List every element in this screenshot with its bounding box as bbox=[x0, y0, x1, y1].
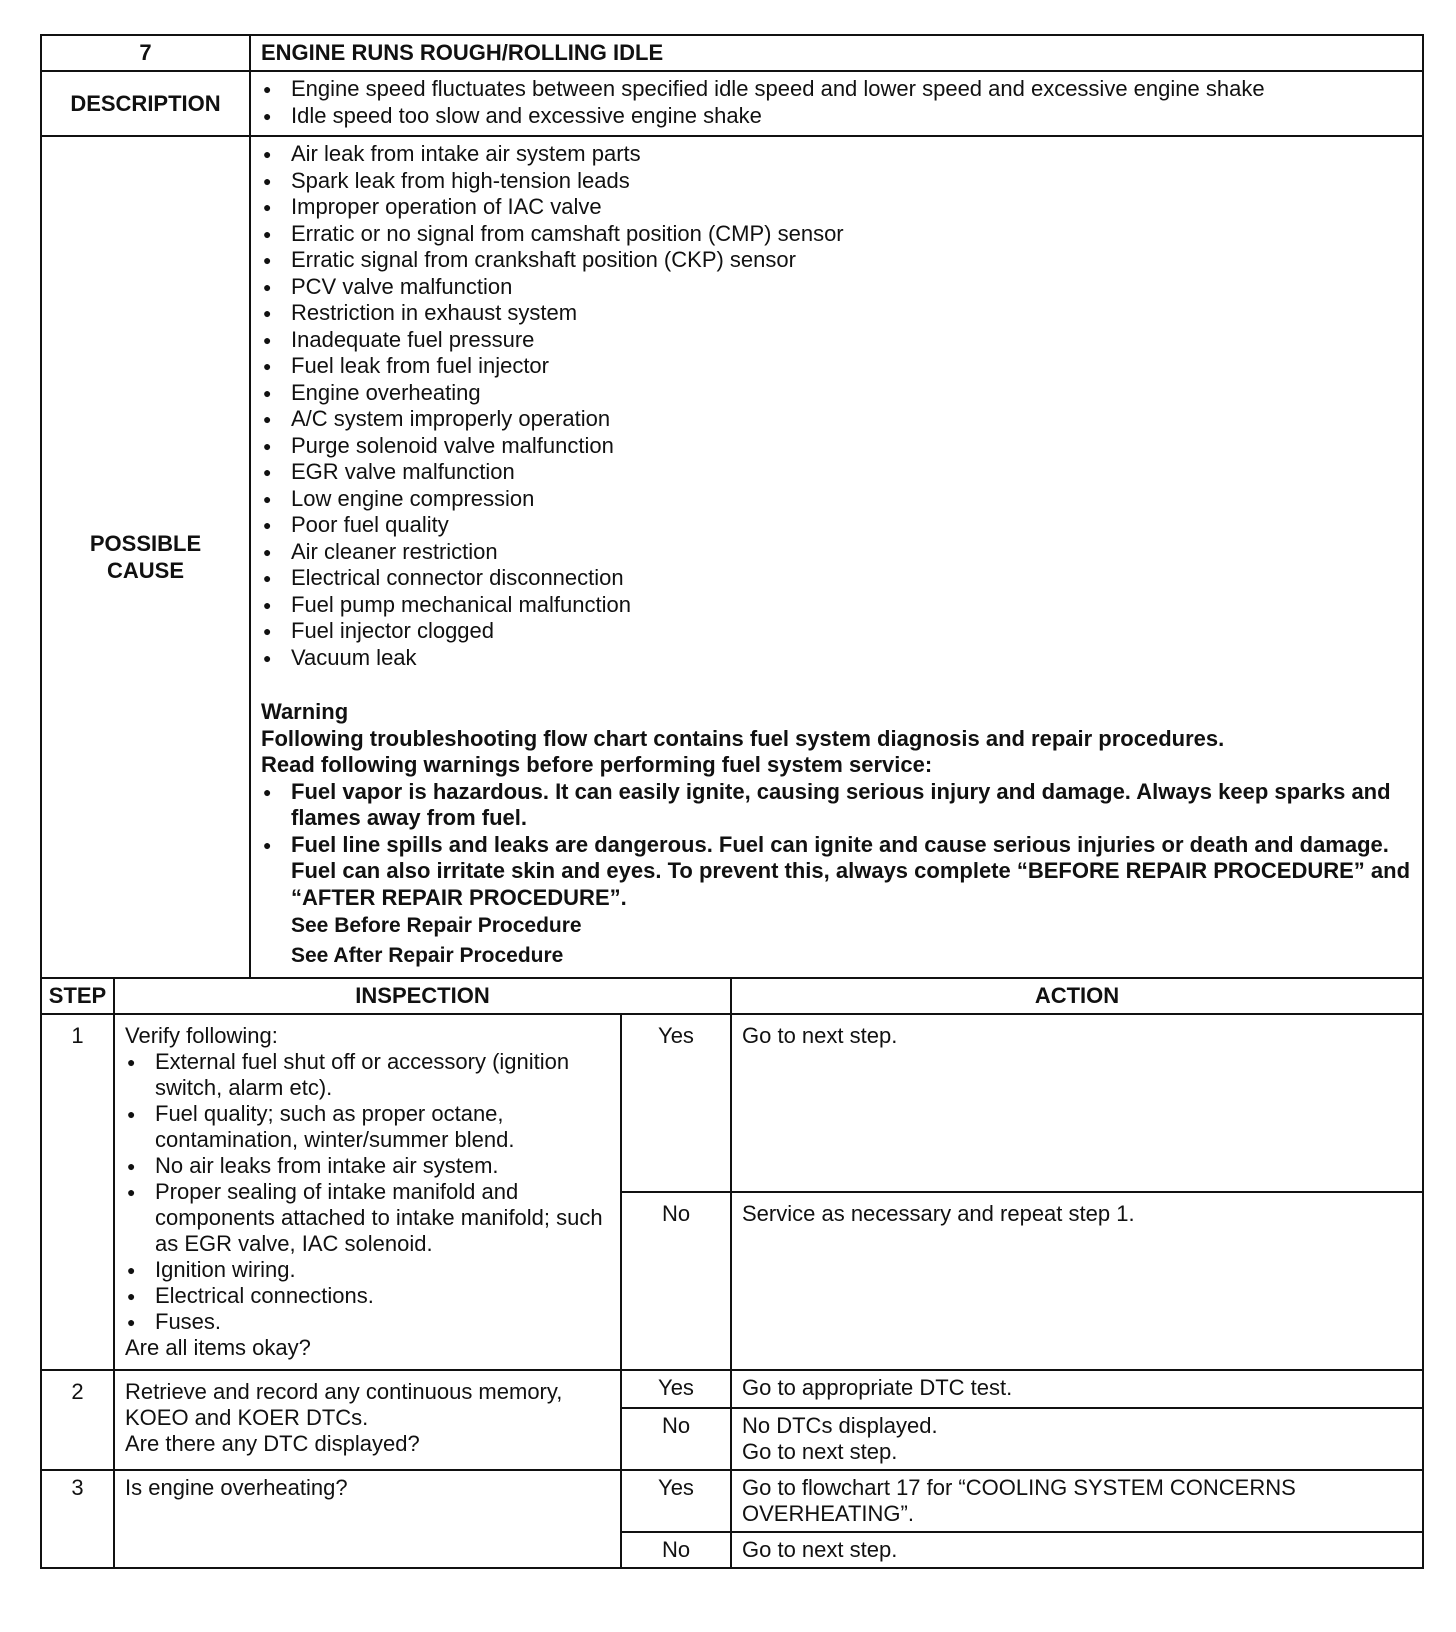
list-item: ● External fuel shut off or accessory (ignition switch, alarm etc). bbox=[125, 1049, 610, 1101]
step-1-checklist bbox=[125, 1049, 610, 1335]
step-2-no-action-line-1: No DTCs displayed. bbox=[742, 1413, 938, 1438]
step-2-yes-label: Yes bbox=[621, 1370, 731, 1408]
warning-item: ● Fuel vapor is hazardous. It can easily ignite, causing serious injury and damage. Always keep sparks and flames away from fuel. bbox=[261, 779, 1412, 832]
list-item: ● Air cleaner restriction bbox=[261, 539, 1412, 566]
step-1-yes-row bbox=[41, 1014, 1423, 1192]
possible-cause-label-line2: CAUSE bbox=[106, 558, 184, 583]
step-2-number: 2 bbox=[41, 1370, 114, 1470]
step-2-yes-action: Go to appropriate DTC test. bbox=[731, 1370, 1423, 1408]
list-item: ● EGR valve malfunction bbox=[261, 459, 1412, 486]
warning-list bbox=[261, 779, 1412, 912]
steps-table bbox=[40, 977, 1424, 1569]
step-3-yes-label: Yes bbox=[621, 1470, 731, 1532]
list-item: ● Erratic or no signal from camshaft position (CMP) sensor bbox=[261, 221, 1412, 248]
steps-header-row bbox=[41, 978, 1423, 1014]
list-item: ● Erratic signal from crankshaft position (CKP) sensor bbox=[261, 247, 1412, 274]
step-2-line-1: Retrieve and record any continuous memory, bbox=[125, 1379, 563, 1404]
warning-block bbox=[261, 699, 1412, 911]
step-1-no-action: Service as necessary and repeat step 1. bbox=[731, 1192, 1423, 1370]
list-item: ● Fuses. bbox=[125, 1309, 610, 1335]
warning-line-2: Read following warnings before performing fuel system service: bbox=[261, 752, 933, 777]
troubleshooting-sheet bbox=[40, 34, 1424, 1569]
warning-title: Warning bbox=[261, 699, 349, 724]
symptom-number: 7 bbox=[41, 35, 250, 71]
step-2-no-action-line-2: Go to next step. bbox=[742, 1439, 898, 1464]
list-item: ● Idle speed too slow and excessive engine shake bbox=[261, 103, 1412, 130]
possible-cause-row bbox=[41, 136, 1423, 978]
warning-item: ● Fuel line spills and leaks are dangerous. Fuel can ignite and cause serious injuries or death and damage. Fuel can also irritate skin and eyes. To prevent this, always complete “BEFORE REPAIR PROCEDURE” and “AFTER REPAIR PROCEDURE”. bbox=[261, 832, 1412, 912]
list-item: ● Low engine compression bbox=[261, 486, 1412, 513]
list-item: ● Purge solenoid valve malfunction bbox=[261, 433, 1412, 460]
list-item: ● A/C system improperly operation bbox=[261, 406, 1412, 433]
step-1-inspection bbox=[114, 1014, 621, 1370]
step-1-question: Are all items okay? bbox=[125, 1335, 311, 1360]
list-item: ● Ignition wiring. bbox=[125, 1257, 610, 1283]
description-content bbox=[250, 71, 1423, 136]
list-item: ● Fuel injector clogged bbox=[261, 618, 1412, 645]
possible-cause-list bbox=[261, 141, 1412, 671]
possible-cause-label-line1: POSSIBLE bbox=[89, 531, 202, 556]
step-2-no-action bbox=[731, 1408, 1423, 1470]
list-item: ● No air leaks from intake air system. bbox=[125, 1153, 610, 1179]
step-2-line-2: KOEO and KOER DTCs. bbox=[125, 1405, 369, 1430]
list-item: ● PCV valve malfunction bbox=[261, 274, 1412, 301]
step-2-inspection bbox=[114, 1370, 621, 1470]
list-item: ● Improper operation of IAC valve bbox=[261, 194, 1412, 221]
possible-cause-content bbox=[250, 136, 1423, 978]
step-2-yes-row bbox=[41, 1370, 1423, 1408]
link-before-repair-procedure[interactable]: See Before Repair Procedure bbox=[291, 914, 582, 937]
list-item: ● Engine speed fluctuates between specified idle speed and lower speed and excessive engine shake bbox=[261, 76, 1412, 103]
list-item: ● Spark leak from high-tension leads bbox=[261, 168, 1412, 195]
warning-line-1: Following troubleshooting flow chart contains fuel system diagnosis and repair procedures. bbox=[261, 725, 1225, 751]
list-item: ● Air leak from intake air system parts bbox=[261, 141, 1412, 168]
list-item: ● Poor fuel quality bbox=[261, 512, 1412, 539]
description-row bbox=[41, 71, 1423, 136]
step-3-number: 3 bbox=[41, 1470, 114, 1568]
symptom-table bbox=[40, 34, 1424, 979]
list-item: ● Fuel leak from fuel injector bbox=[261, 353, 1412, 380]
possible-cause-label bbox=[41, 136, 250, 978]
link-after-repair-procedure[interactable]: See After Repair Procedure bbox=[291, 944, 564, 967]
step-1-yes-action: Go to next step. bbox=[731, 1014, 1423, 1192]
step-2-no-label: No bbox=[621, 1408, 731, 1470]
step-1-yes-label: Yes bbox=[621, 1014, 731, 1192]
list-item: ● Electrical connections. bbox=[125, 1283, 610, 1309]
list-item: ● Inadequate fuel pressure bbox=[261, 327, 1412, 354]
description-label: DESCRIPTION bbox=[41, 71, 250, 136]
list-item: ● Fuel pump mechanical malfunction bbox=[261, 592, 1412, 619]
action-column-header: ACTION bbox=[731, 978, 1423, 1014]
list-item: ● Restriction in exhaust system bbox=[261, 300, 1412, 327]
list-item: ● Fuel quality; such as proper octane, contamination, winter/summer blend. bbox=[125, 1101, 610, 1153]
step-3-inspection: Is engine overheating? bbox=[114, 1470, 621, 1568]
step-3-yes-row bbox=[41, 1470, 1423, 1532]
step-3-yes-action: Go to flowchart 17 for “COOLING SYSTEM CONCERNS OVERHEATING”. bbox=[731, 1470, 1423, 1532]
step-1-no-label: No bbox=[621, 1192, 731, 1370]
list-item: ● Electrical connector disconnection bbox=[261, 565, 1412, 592]
description-list bbox=[261, 76, 1412, 129]
list-item: ● Proper sealing of intake manifold and components attached to intake manifold; such as EGR valve, IAC solenoid. bbox=[125, 1179, 610, 1257]
list-item: ● Engine overheating bbox=[261, 380, 1412, 407]
step-1-intro: Verify following: bbox=[125, 1023, 278, 1048]
step-column-header: STEP bbox=[41, 978, 114, 1014]
step-2-line-3: Are there any DTC displayed? bbox=[125, 1431, 420, 1456]
step-3-no-action: Go to next step. bbox=[731, 1532, 1423, 1568]
inspection-column-header: INSPECTION bbox=[114, 978, 731, 1014]
symptom-title: ENGINE RUNS ROUGH/ROLLING IDLE bbox=[250, 35, 1423, 71]
step-3-no-label: No bbox=[621, 1532, 731, 1568]
header-row bbox=[41, 35, 1423, 71]
list-item: ● Vacuum leak bbox=[261, 645, 1412, 672]
step-1-number: 1 bbox=[41, 1014, 114, 1370]
